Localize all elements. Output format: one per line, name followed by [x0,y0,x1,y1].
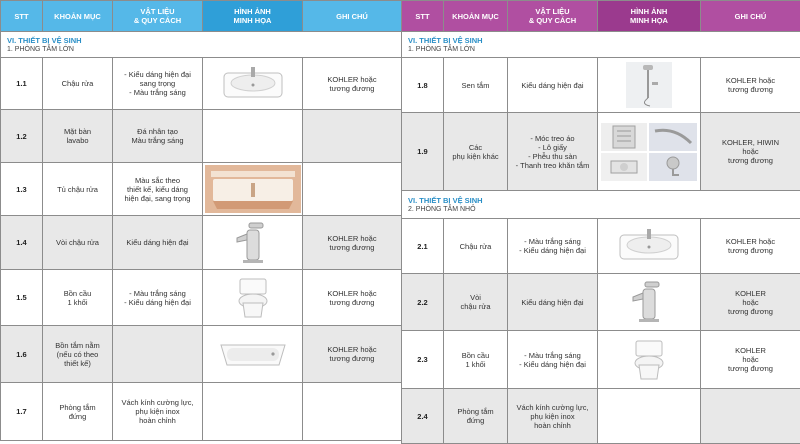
row-stt: 2.1 [402,219,444,274]
faucet-image [203,216,303,270]
row-item: Mặt bàn lavabo [43,110,113,163]
row-stt: 2.2 [402,274,444,331]
table-row [402,274,800,331]
header-image: HÌNH ẢNH MINH HỌA [598,1,701,32]
row-item: Vòi chậu rửa [444,274,508,331]
row-stt: 2.4 [402,389,444,444]
table-row [1,270,402,326]
header-image: HÌNH ẢNH MINH HỌA [203,1,303,32]
table-row [1,216,402,270]
row-item: Tủ chậu rửa [43,163,113,216]
row-item: Các phụ kiện khác [444,113,508,191]
row-note: KOHLER hoặc tương đương [303,270,402,326]
vanity-image [203,163,303,216]
header-material: VẬT LIỆU & QUY CÁCH [113,1,203,32]
table-row [402,219,800,274]
row-item: Bồn cầu 1 khối [444,331,508,389]
row-material: Đá nhân tạo Màu trắng sáng [113,110,203,163]
row-material: Kiểu dáng hiện đại [508,274,598,331]
accessories-image [598,113,701,191]
row-note [303,383,402,441]
header-note: GHI CHÚ [303,1,402,32]
row-note [701,389,800,444]
table-row [1,326,402,383]
table-row [1,58,402,110]
left-section-header [1,32,402,58]
row-stt: 1.9 [402,113,444,191]
right-section2-header [402,191,800,219]
row-note: KOHLER hoặc tương đương [701,58,800,113]
row-material: - Kiểu dáng hiện đại sang trọng - Màu trắng sáng [113,58,203,110]
table-row [1,110,402,163]
right-section1-header [402,32,800,58]
section-title: VI. THIẾT BỊ VỆ SINH [408,36,797,45]
row-stt: 2.3 [402,331,444,389]
section-subtitle: 1. PHÒNG TẮM LỚN [7,45,398,54]
table-row [402,389,800,444]
row-note: KOHLER hoặc tương đương [303,216,402,270]
row-note: KOHLER hoặc tương đương [303,58,402,110]
empty-image-cell [203,110,303,163]
row-note [303,110,402,163]
left-header-row [1,1,402,32]
row-material: Kiểu dáng hiện đại [113,216,203,270]
row-material: Màu sắc theo thiết kế, kiểu dáng hiện đại, sang trọng [113,163,203,216]
washbasin-image [203,58,303,110]
row-note: KOHLER hoặc tương đương [701,274,800,331]
row-item: Chậu rửa [444,219,508,274]
row-item: Bồn tắm nằm (nếu có theo thiết kế) [43,326,113,383]
header-stt: STT [1,1,43,32]
row-stt: 1.3 [1,163,43,216]
right-header-row [402,1,800,32]
empty-image-cell [598,389,701,444]
right-spec-table [401,0,800,444]
row-note: KOHLER, HIWIN hoặc tương đương [701,113,800,191]
row-material: - Màu trắng sáng - Kiểu dáng hiện đại [508,331,598,389]
row-material [113,326,203,383]
faucet-image [598,274,701,331]
header-stt: STT [402,1,444,32]
header-item: KHOẢN MỤC [444,1,508,32]
row-stt: 1.8 [402,58,444,113]
table-row [1,383,402,441]
row-material: Vách kính cường lực, phụ kiện inox hoàn chỉnh [508,389,598,444]
table-row [402,331,800,389]
section-subtitle: 2. PHÒNG TẮM NHỎ [408,205,797,214]
row-stt: 1.7 [1,383,43,441]
section-title: VI. THIẾT BỊ VỆ SINH [7,36,398,45]
left-spec-table [0,0,402,441]
washbasin-image [598,219,701,274]
table-row [402,113,800,191]
row-item: Phòng tắm đứng [43,383,113,441]
row-material: - Màu trắng sáng - Kiểu dáng hiện đại [508,219,598,274]
row-material: - Màu trắng sáng - Kiểu dáng hiện đại [113,270,203,326]
row-note [303,163,402,216]
row-material: Vách kính cường lực, phụ kiện inox hoàn chỉnh [113,383,203,441]
row-note: KOHLER hoặc tương đương [303,326,402,383]
toilet-image [203,270,303,326]
header-material: VẬT LIỆU & QUY CÁCH [508,1,598,32]
row-stt: 1.2 [1,110,43,163]
empty-image-cell [203,383,303,441]
row-stt: 1.4 [1,216,43,270]
toilet-image [598,331,701,389]
row-stt: 1.6 [1,326,43,383]
row-item: Phòng tắm đứng [444,389,508,444]
table-row [402,58,800,113]
row-stt: 1.5 [1,270,43,326]
row-material: Kiểu dáng hiện đại [508,58,598,113]
row-item: Vòi chậu rửa [43,216,113,270]
bathtub-image [203,326,303,383]
header-item: KHOẢN MỤC [43,1,113,32]
row-note: KOHLER hoặc tương đương [701,219,800,274]
table-row [1,163,402,216]
row-stt: 1.1 [1,58,43,110]
row-item: Sen tắm [444,58,508,113]
row-item: Chậu rửa [43,58,113,110]
row-material: - Móc treo áo - Lô giấy - Phễu thu sàn - Thanh treo khăn tắm [508,113,598,191]
row-item: Bồn cầu 1 khối [43,270,113,326]
header-note: GHI CHÚ [701,1,800,32]
row-note: KOHLER hoặc tương đương [701,331,800,389]
section-title: VI. THIẾT BỊ VỆ SINH [408,196,797,205]
section-subtitle: 1. PHÒNG TẮM LỚN [408,45,797,54]
shower-image [598,58,701,113]
